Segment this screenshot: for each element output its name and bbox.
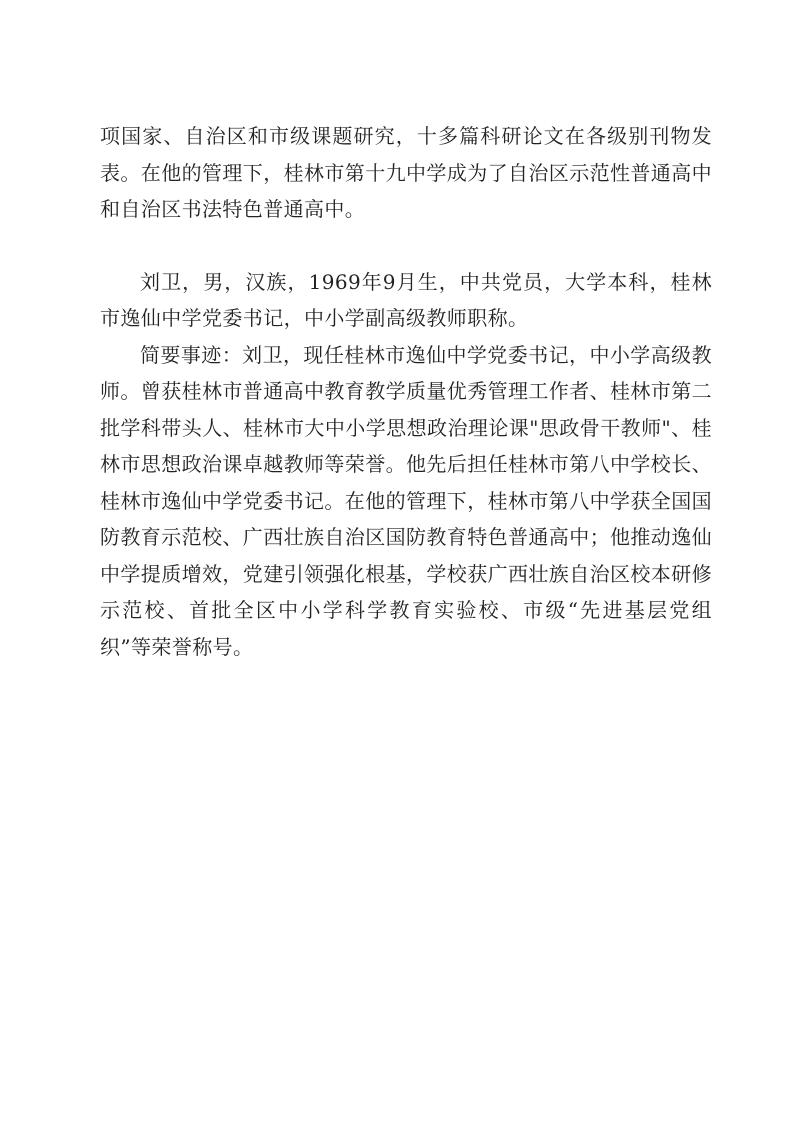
- document-body: [100, 118, 712, 665]
- paragraph-profile: 刘卫，男，汉族，1969年9月生，中共党员，大学本科，桂林市逸仙中学党委书记，中小学副高级教师职称。: [100, 269, 712, 330]
- paragraph-continuation: 项国家、自治区和市级课题研究，十多篇科研论文在各级别刊物发表。在他的管理下，桂林市第十九中学成为了自治区示范性普通高中和自治区书法特色普通高中。: [100, 124, 712, 221]
- paragraph-spacer: [100, 228, 712, 264]
- paragraph-summary: 简要事迹：刘卫，现任桂林市逸仙中学党委书记，中小学高级教师。曾获桂林市普通高中教育教学质量优秀管理工作者、桂林市第二批学科带头人、桂林市大中小学思想政治理论课"思政骨干教师"、桂林市思想政治课卓越教师等荣誉。他先后担任桂林市第八中学校长、桂林市逸仙中学党委书记。在他的管理下，桂林市第八中学获全国国防教育示范校、广西壮族自治区国防教育特色普通高中；他推动逸仙中学提质增效，党建引领强化根基，学校获广西壮族自治区校本研修示范校、首批全区中小学科学教育实验校、市级“先进基层党组织”等荣誉称号。: [100, 342, 712, 659]
